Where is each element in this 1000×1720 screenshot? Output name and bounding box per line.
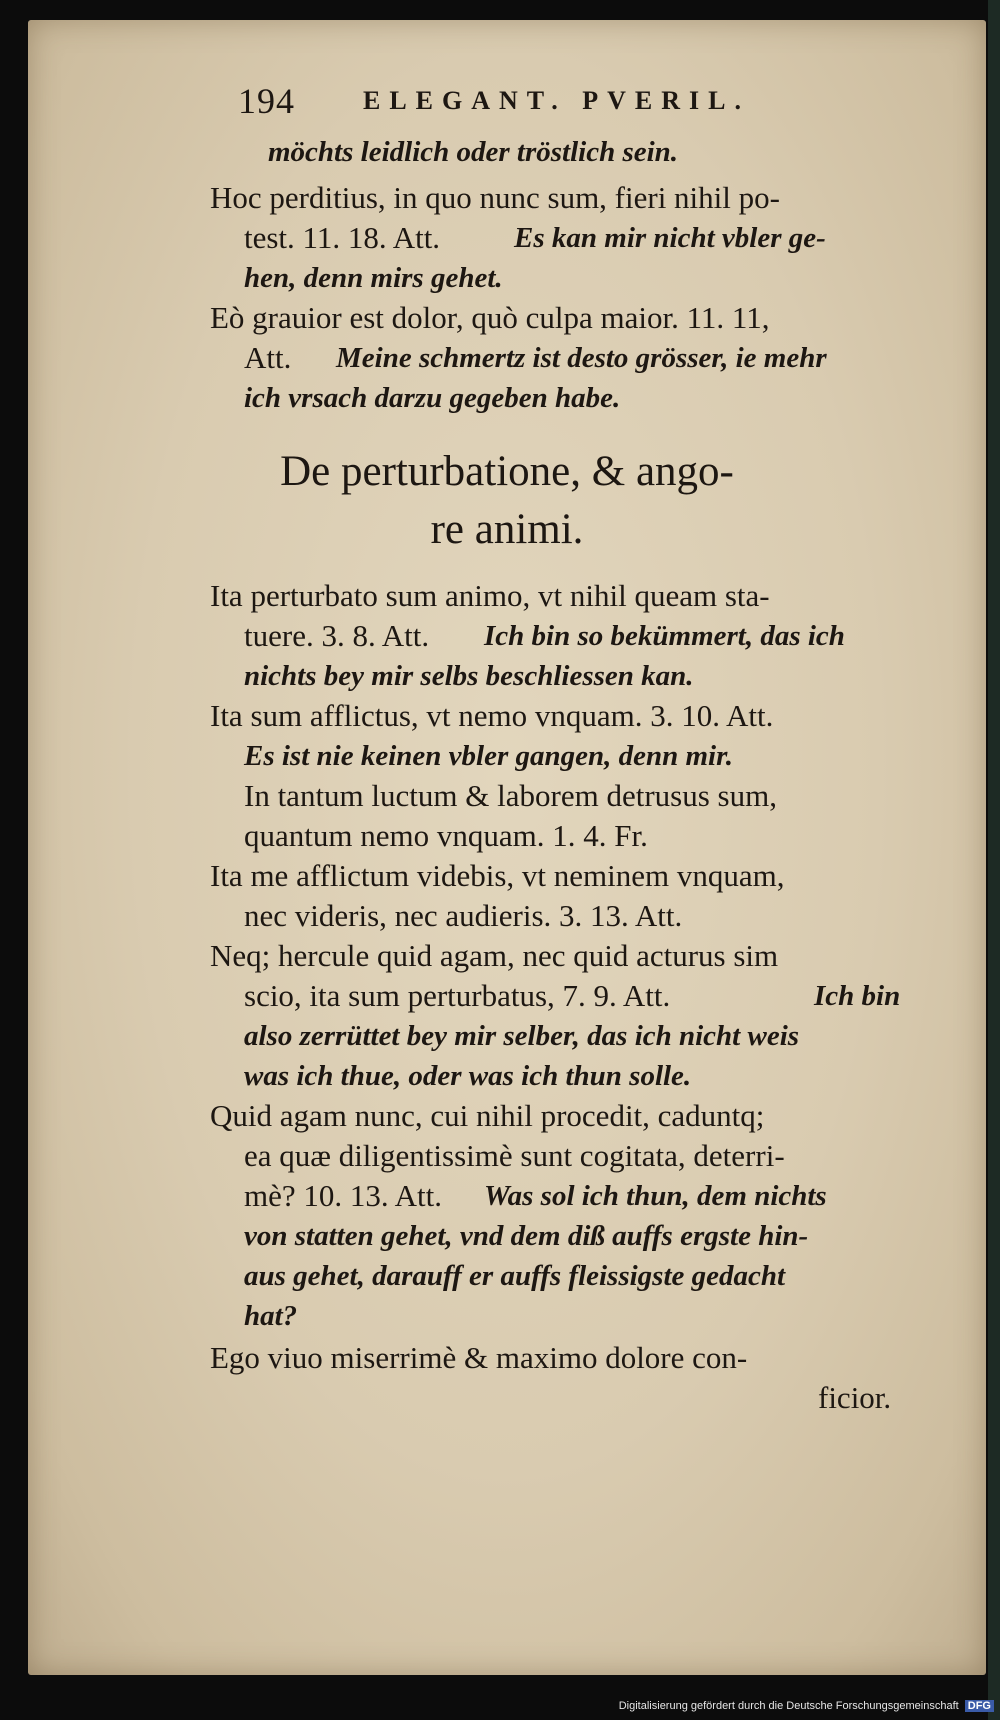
text-line: Quid agam nunc, cui nihil procedit, caduntq; bbox=[210, 1098, 765, 1133]
running-title: ELEGANT. PVERIL. bbox=[363, 86, 750, 115]
running-head bbox=[238, 78, 838, 128]
text-line: tuere. 3. 8. Att. bbox=[244, 618, 430, 653]
text-line: hen, denn mirs gehet. bbox=[244, 262, 503, 294]
text-line: Eò grauior est dolor, quò culpa maior. 11. 11, bbox=[210, 300, 770, 335]
text-line: scio, ita sum perturbatus, 7. 9. Att. bbox=[244, 978, 671, 1013]
text-line: hat? bbox=[244, 1300, 298, 1332]
text-line: Ich bin bbox=[814, 980, 901, 1012]
text-line: Hoc perditius, in quo nunc sum, fieri nihil po- bbox=[210, 180, 780, 215]
text-line: ficior. bbox=[818, 1380, 892, 1415]
section-heading: De perturbatione, & ango- bbox=[280, 448, 734, 495]
text-line: mè? 10. 13. Att. bbox=[244, 1178, 443, 1213]
book-spine bbox=[988, 0, 1000, 1720]
credit-text: Digitalisierung gefördert durch die Deutsche Forschungsgemeinschaft bbox=[618, 1700, 959, 1712]
text-line: Ita sum afflictus, vt nemo vnquam. 3. 10. Att. bbox=[210, 698, 774, 733]
text-line: nec videris, nec audieris. 3. 13. Att. bbox=[244, 898, 683, 933]
text-line: ea quæ diligentissimè sunt cogitata, deterri- bbox=[244, 1138, 785, 1173]
dfg-logo: DFG bbox=[965, 1700, 994, 1712]
text-line: Es kan mir nicht vbler ge- bbox=[514, 222, 826, 254]
text-line: Neq; hercule quid agam, nec quid acturus sim bbox=[210, 938, 779, 973]
text-line: test. 11. 18. Att. bbox=[244, 220, 441, 255]
text-line: Meine schmertz ist desto grösser, ie mehr bbox=[336, 342, 827, 374]
text-line: Ich bin so bekümmert, das ich bbox=[484, 620, 845, 652]
text-line: von statten gehet, vnd dem diß auffs ergste hin- bbox=[244, 1220, 809, 1252]
text-line: was ich thue, oder was ich thun solle. bbox=[244, 1060, 692, 1092]
text-line: Ego viuo miserrimè & maximo dolore con- bbox=[210, 1340, 748, 1375]
section-heading: re animi. bbox=[430, 506, 584, 553]
page-number: 194 bbox=[238, 81, 295, 121]
text-line: In tantum luctum & laborem detrusus sum, bbox=[244, 778, 777, 813]
text-line: also zerrüttet bey mir selber, das ich nicht weis bbox=[244, 1020, 800, 1052]
text-line: ich vrsach darzu gegeben habe. bbox=[244, 382, 621, 414]
text-line: Ita me afflictum videbis, vt neminem vnquam, bbox=[210, 858, 785, 893]
text-line: quantum nemo vnquam. 1. 4. Fr. bbox=[244, 818, 648, 853]
text-line: Was sol ich thun, dem nichts bbox=[484, 1180, 827, 1212]
text-line: Att. bbox=[244, 340, 292, 375]
text-line: Ita perturbato sum animo, vt nihil queam sta- bbox=[210, 578, 770, 613]
digitization-credit bbox=[619, 1700, 994, 1712]
text-line: möchts leidlich oder tröstlich sein. bbox=[268, 136, 679, 168]
text-line: nichts bey mir selbs beschliessen kan. bbox=[244, 660, 694, 692]
text-line: aus gehet, darauff er auffs fleissigste gedacht bbox=[244, 1260, 786, 1292]
book-page bbox=[28, 20, 986, 1675]
text-line: Es ist nie keinen vbler gangen, denn mir. bbox=[244, 740, 734, 772]
